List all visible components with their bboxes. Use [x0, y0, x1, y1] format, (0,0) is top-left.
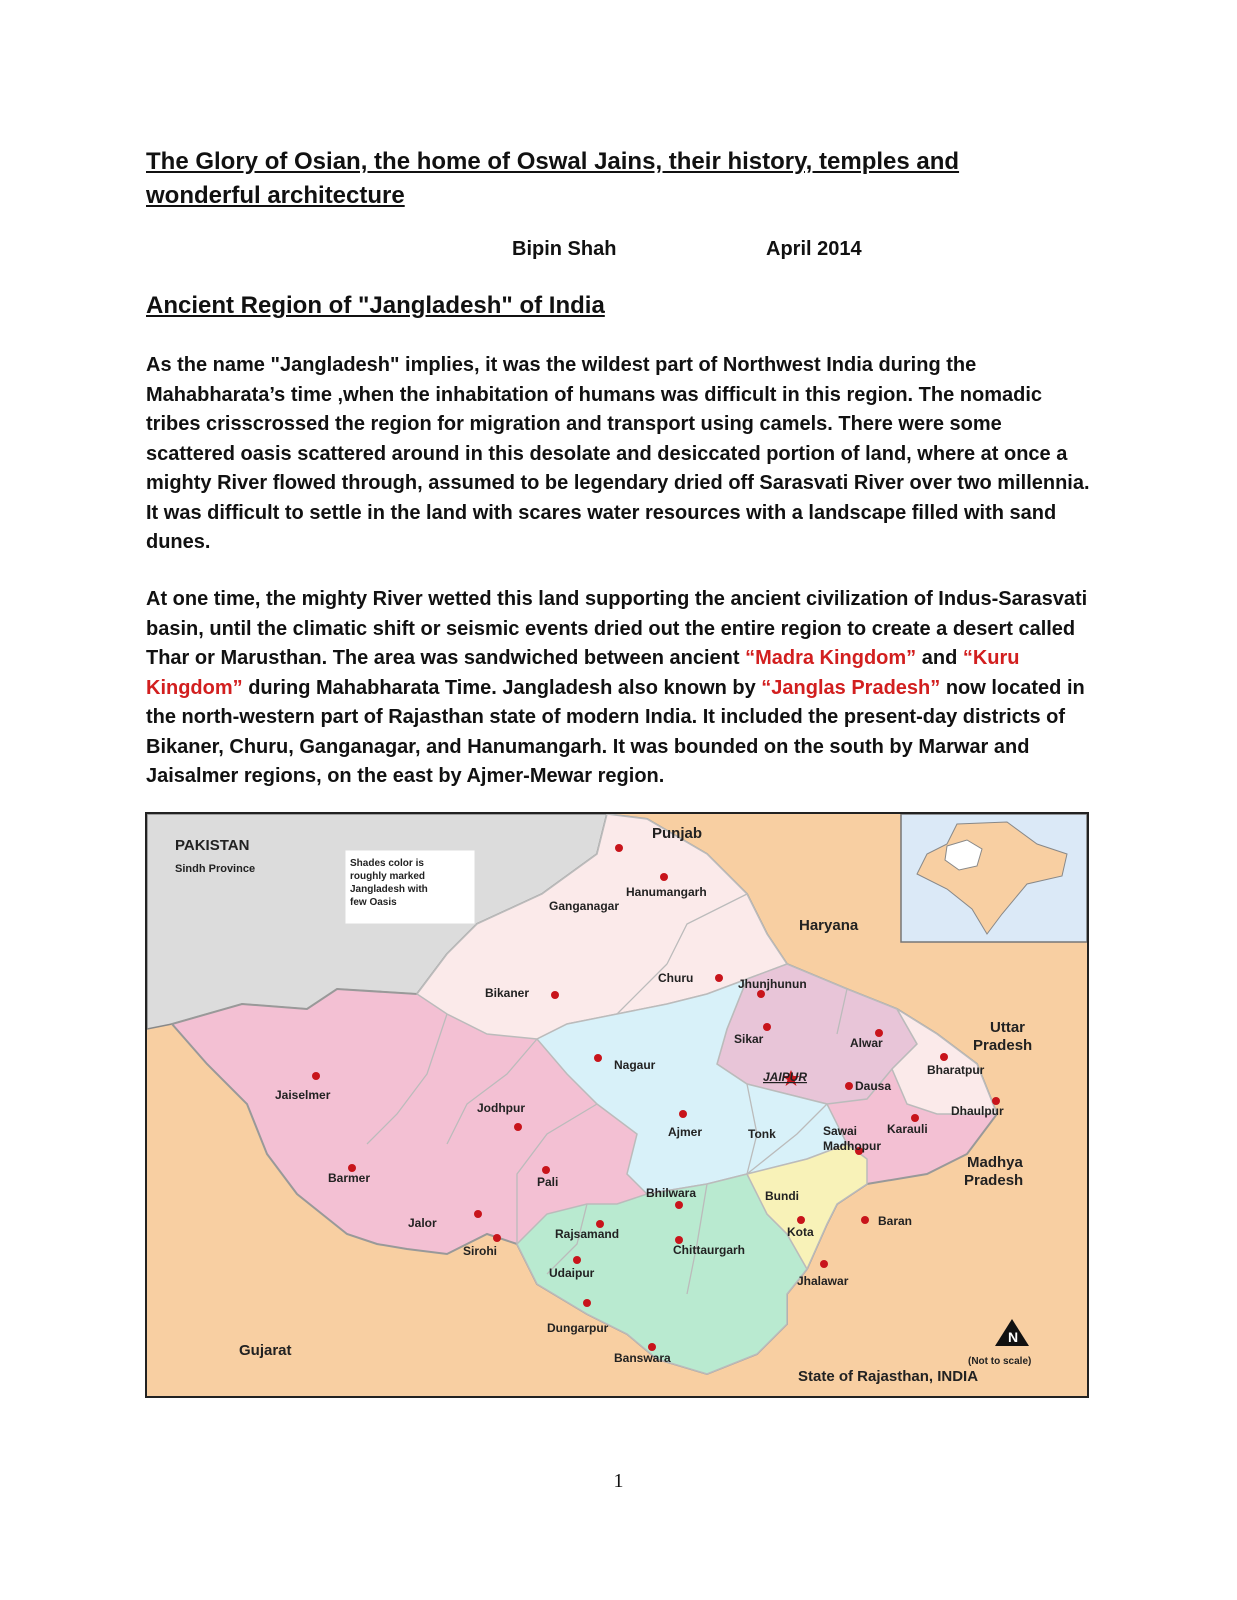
label-barmer: Barmer — [328, 1171, 371, 1185]
label-bharatpur: Bharatpur — [927, 1063, 985, 1077]
dot-jodhpur — [514, 1123, 522, 1131]
dot-jalor — [474, 1210, 482, 1218]
author-name: Bipin Shah — [512, 238, 617, 260]
section-heading: Ancient Region of "Jangladesh" of India — [146, 292, 605, 319]
label-bikaner: Bikaner — [485, 986, 530, 1000]
label-pakistan: PAKISTAN — [175, 837, 250, 854]
label-madhopur: Madhopur — [823, 1139, 881, 1153]
label-pali: Pali — [537, 1175, 559, 1189]
label-baran: Baran — [878, 1214, 913, 1228]
bharatpur-region — [892, 1009, 997, 1114]
dot-kota — [797, 1216, 805, 1224]
label-jaipur: JAIPUR — [763, 1070, 808, 1084]
dot-pali — [542, 1166, 550, 1174]
label-jalor: Jalor — [408, 1216, 437, 1230]
dot-churu — [715, 974, 723, 982]
label-nagaur: Nagaur — [614, 1058, 656, 1072]
paragraph-2-text-1: At one time, the mighty River wetted this land supporting the ancient civilization of Indus-Sarasvati basin, until the climatic shift or seismic events dried out the entire region to create a desert called Thar or Marusthan. The area was sandwiched between ancient — [146, 588, 1088, 669]
dot-dungarpur — [583, 1299, 591, 1307]
dot-bharatpur — [940, 1053, 948, 1061]
label-punjab: Punjab — [652, 825, 703, 842]
dot-hanumangarh — [660, 873, 668, 881]
dot-baran — [861, 1216, 869, 1224]
label-bhilwara: Bhilwara — [646, 1186, 697, 1200]
note-line-2: roughly marked — [350, 871, 426, 882]
dot-nagaur — [594, 1054, 602, 1062]
label-sirohi: Sirohi — [463, 1244, 498, 1258]
label-jhalawar: Jhalawar — [797, 1274, 849, 1288]
dot-udaipur — [573, 1256, 581, 1264]
dot-bikaner — [551, 991, 559, 999]
label-dhaulpur: Dhaulpur — [951, 1104, 1004, 1118]
label-ganganagar: Ganganagar — [549, 899, 620, 913]
paragraph-2 — [146, 585, 1094, 792]
label-jaiselmer: Jaiselmer — [275, 1088, 331, 1102]
page-number: 1 — [613, 1470, 624, 1492]
label-madhya: Madhya — [967, 1154, 1023, 1171]
compass-letter: N — [1008, 1329, 1019, 1345]
document-title: The Glory of Osian, the home of Oswal Jains, their history, temples and wonderful architecture — [146, 148, 960, 209]
label-dausa: Dausa — [855, 1079, 892, 1093]
label-ajmer: Ajmer — [668, 1125, 703, 1139]
dot-sikar — [763, 1023, 771, 1031]
label-karauli: Karauli — [887, 1122, 928, 1136]
label-haryana: Haryana — [799, 917, 859, 934]
dot-karauli — [911, 1114, 919, 1122]
publication-date: April 2014 — [766, 238, 862, 260]
paragraph-2-text-2: and — [916, 647, 963, 669]
label-uttar-pradesh: Pradesh — [973, 1037, 1033, 1054]
dot-jaiselmer — [312, 1072, 320, 1080]
note-line-4: few Oasis — [350, 897, 397, 908]
rajasthan-map — [145, 812, 1089, 1398]
paragraph-2-text-3: during Mahabharata Time. Jangladesh also known by — [242, 676, 762, 699]
paragraph-2-text-4: now located in the north-western part of Rajasthan state of modern India. It included the present-day districts of Bikaner, Churu, Ganganagar, and Hanumangarh. It was bounded on the south by Marwar and Jaisalmer regions, on the east by Ajmer-Mewar region. — [146, 676, 1085, 787]
dot-bhilwara — [675, 1201, 683, 1209]
note-line-3: Jangladesh with — [350, 884, 428, 895]
dot-jhalawar — [820, 1260, 828, 1268]
label-sindh: Sindh Province — [175, 863, 256, 875]
kuru-kingdom-highlight: “Kuru Kingdom” — [146, 647, 1020, 699]
label-rajsamand: Rajsamand — [555, 1227, 620, 1241]
dot-dausa — [845, 1082, 853, 1090]
label-kota: Kota — [787, 1225, 814, 1239]
rajasthan-map-svg — [147, 814, 1087, 1396]
label-tonk: Tonk — [748, 1127, 776, 1141]
map-caption: State of Rajasthan, INDIA — [798, 1368, 979, 1385]
label-churu: Churu — [658, 971, 694, 985]
janglas-pradesh-highlight: “Janglas Pradesh” — [761, 676, 941, 699]
label-hanumangarh: Hanumangarh — [626, 885, 707, 899]
dot-banswara — [648, 1343, 656, 1351]
dot-sirohi — [493, 1234, 501, 1242]
note-line-1: Shades color is — [350, 858, 424, 869]
label-jhunjhunun: Jhunjhunun — [738, 977, 807, 991]
label-madhya-pradesh: Pradesh — [964, 1172, 1024, 1189]
paragraph-1: As the name "Jangladesh" implies, it was the wildest part of Northwest India during the Mahabharata’s time ,when the inhabitation of humans was difficult in this region. The nomadic tribes crisscrossed the region for migration and transport using camels. There were some scattered oasis scattered around in this desolate and desiccated portion of land, where at once a mighty River flowed through, assumed to be legendary dried off Sarasvati River over two millennia. It was difficult to settle in the land with scares water resources with a landscape filled with sand dunes. — [146, 354, 1090, 553]
dot-ajmer — [679, 1110, 687, 1118]
scale-note: (Not to scale) — [968, 1356, 1032, 1367]
label-sikar: Sikar — [734, 1032, 764, 1046]
label-sawai: Sawai — [823, 1124, 858, 1138]
label-bundi: Bundi — [765, 1189, 799, 1203]
dot-jhunjhunun — [757, 990, 765, 998]
label-gujarat: Gujarat — [239, 1342, 292, 1359]
label-uttar: Uttar — [990, 1019, 1026, 1036]
label-jodhpur: Jodhpur — [477, 1101, 525, 1115]
dot-punjab-border — [615, 844, 623, 852]
madra-kingdom-highlight: “Madra Kingdom” — [745, 647, 917, 669]
label-udaipur: Udaipur — [549, 1266, 595, 1280]
label-dungarpur: Dungarpur — [547, 1321, 609, 1335]
label-alwar: Alwar — [850, 1036, 883, 1050]
label-chittaurgarh: Chittaurgarh — [673, 1243, 745, 1257]
label-banswara: Banswara — [614, 1351, 671, 1365]
